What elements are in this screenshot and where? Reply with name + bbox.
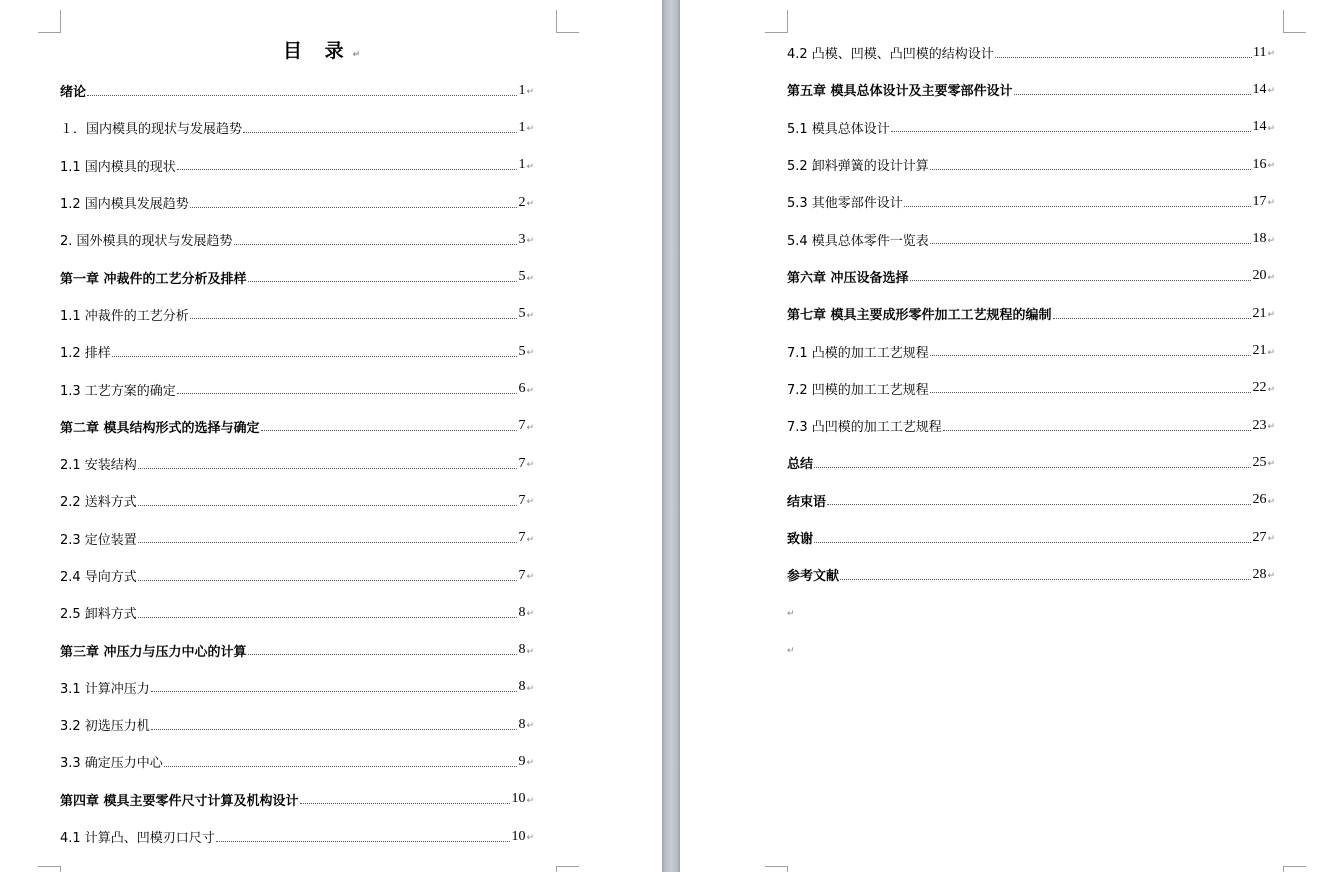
toc-entry[interactable] xyxy=(60,594,534,631)
paragraph-mark: ↵ xyxy=(526,161,534,172)
paragraph-mark: ↵ xyxy=(787,645,795,656)
toc-entry-text: 5.2 卸料弹簧的设计计算 xyxy=(787,159,929,175)
toc-entry-page-number: 25 xyxy=(1252,454,1267,470)
toc-dot-leader xyxy=(1053,317,1252,319)
toc-entry[interactable] xyxy=(60,109,534,146)
corner-mark-top-left xyxy=(765,10,788,33)
paragraph-mark: ↵ xyxy=(1267,123,1275,134)
toc-entry-text: 1.2 排样 xyxy=(60,346,111,362)
paragraph-mark: ↵ xyxy=(526,199,534,210)
toc-entry-text: 7.3 凸凹模的加工工艺规程 xyxy=(787,420,942,436)
toc-entries-right xyxy=(787,34,1275,668)
toc-entry-text: 5.4 模具总体零件一览表 xyxy=(787,233,929,249)
toc-entry[interactable] xyxy=(60,184,534,221)
toc-entry[interactable] xyxy=(787,220,1275,257)
paragraph-mark: ↵ xyxy=(526,609,534,620)
corner-mark-bottom-left xyxy=(38,866,61,872)
paragraph-mark: ↵ xyxy=(526,124,534,135)
toc-dot-leader xyxy=(87,94,517,96)
toc-entry-page-number: 27 xyxy=(1252,529,1267,545)
toc-entry[interactable] xyxy=(60,520,534,557)
toc-entry-text: 第四章 模具主要零件尺寸计算及机构设计 xyxy=(60,793,299,809)
corner-mark-top-right xyxy=(1283,10,1306,33)
toc-entry-page-number: 1 xyxy=(518,157,526,173)
paragraph-mark: ↵ xyxy=(526,87,534,98)
toc-entry[interactable] xyxy=(60,818,534,855)
toc-dot-leader xyxy=(300,802,511,804)
paragraph-mark: ↵ xyxy=(526,534,534,545)
toc-dot-leader xyxy=(904,205,1252,207)
toc-entry[interactable] xyxy=(787,593,1275,630)
corner-mark-bottom-right xyxy=(1283,866,1306,872)
paragraph-mark: ↵ xyxy=(526,683,534,694)
toc-dot-leader xyxy=(138,541,518,543)
toc-dot-leader xyxy=(138,504,518,506)
paragraph-mark: ↵ xyxy=(1267,571,1275,582)
toc-entry-page-number: 26 xyxy=(1252,492,1267,508)
toc-entry-text: 2.1 安装结构 xyxy=(60,458,137,474)
toc-entry-text: 2.4 导向方式 xyxy=(60,570,137,585)
toc-entry-page-number: 7 xyxy=(518,567,526,583)
toc-dot-leader xyxy=(151,690,518,692)
paragraph-mark: ↵ xyxy=(1267,86,1275,97)
paragraph-mark: ↵ xyxy=(526,236,534,247)
paragraph-mark: ↵ xyxy=(1267,534,1275,544)
toc-entry[interactable] xyxy=(787,258,1275,295)
paragraph-mark: ↵ xyxy=(526,273,534,284)
toc-entry-page-number: 10 xyxy=(511,791,526,807)
toc-entry-text: １．国内模具的现状与发展趋势 xyxy=(60,122,243,138)
toc-entry-page-number: 7 xyxy=(518,455,526,471)
toc-entry-page-number: 7 xyxy=(518,492,526,508)
toc-entry-text: 第七章 模具主要成形零件加工工艺规程的编制 xyxy=(787,308,1052,324)
toc-entries-left xyxy=(60,72,534,855)
toc-entry-text: 总结 xyxy=(787,457,814,473)
toc-entry[interactable] xyxy=(60,445,534,482)
paragraph-mark: ↵ xyxy=(526,460,534,471)
toc-dot-leader xyxy=(190,206,518,208)
toc-entry-text: 第三章 冲压力与压力中心的计算 xyxy=(60,644,247,660)
toc-entry[interactable] xyxy=(787,332,1275,369)
paragraph-mark: ↵ xyxy=(1267,422,1275,433)
corner-mark-bottom-right xyxy=(556,866,579,872)
paragraph-mark: ↵ xyxy=(526,348,534,359)
toc-entry-text: 1.2 国内模具发展趋势 xyxy=(60,197,189,213)
toc-entry[interactable] xyxy=(60,706,534,743)
toc-entry[interactable] xyxy=(60,333,534,370)
paragraph-mark: ↵ xyxy=(526,758,534,769)
toc-entry[interactable] xyxy=(787,407,1275,444)
paragraph-mark: ↵ xyxy=(1267,347,1275,358)
toc-dot-leader xyxy=(151,728,518,730)
toc-dot-leader xyxy=(814,466,1251,468)
toc-entry-text: 7.1 凸模的加工工艺规程 xyxy=(787,345,929,361)
toc-entry-page-number: 20 xyxy=(1252,268,1267,284)
toc-entry-page-number: 10 xyxy=(511,828,526,844)
toc-dot-leader xyxy=(177,392,518,394)
paragraph-mark: ↵ xyxy=(352,50,369,60)
toc-entry-page-number: 5 xyxy=(518,306,526,322)
toc-entry[interactable] xyxy=(60,557,534,594)
toc-entry-page-number: 11 xyxy=(1252,44,1267,60)
toc-dot-leader xyxy=(891,130,1252,132)
toc-entry-text: 7.2 凹模的加工工艺规程 xyxy=(787,382,929,398)
toc-entry-text: 第六章 冲压设备选择 xyxy=(787,270,909,286)
paragraph-mark: ↵ xyxy=(787,608,795,619)
toc-entry-text: 第二章 模具结构形式的选择与确定 xyxy=(60,420,260,436)
toc-entry-text: 5.1 模具总体设计 xyxy=(787,121,890,137)
toc-dot-leader xyxy=(216,840,511,842)
paragraph-mark: ↵ xyxy=(526,833,534,844)
paragraph-mark: ↵ xyxy=(1267,496,1275,507)
toc-dot-leader xyxy=(943,429,1252,431)
toc-entry[interactable] xyxy=(60,370,534,407)
toc-entry-page-number: 8 xyxy=(518,679,526,695)
toc-entry-page-number: 18 xyxy=(1252,231,1267,247)
toc-dot-leader xyxy=(910,279,1252,281)
toc-dot-leader xyxy=(930,354,1252,356)
toc-entry[interactable] xyxy=(60,743,534,780)
paragraph-mark: ↵ xyxy=(1267,459,1275,470)
toc-entry-page-number: 21 xyxy=(1252,305,1267,321)
toc-dot-leader xyxy=(995,56,1252,58)
toc-entry[interactable] xyxy=(787,370,1275,407)
toc-entry-page-number: 9 xyxy=(518,753,526,769)
toc-entry[interactable] xyxy=(60,258,534,295)
toc-entry[interactable] xyxy=(60,482,534,519)
toc-dot-leader xyxy=(112,355,518,357)
toc-entry-text: 3.1 计算冲压力 xyxy=(60,681,150,697)
toc-entry-text: 参考文献 xyxy=(787,569,840,585)
toc-entry[interactable] xyxy=(60,408,534,445)
toc-entry-page-number: 8 xyxy=(518,642,526,658)
toc-entry-text: 3.2 初选压力机 xyxy=(60,719,150,735)
paragraph-mark: ↵ xyxy=(1267,235,1275,246)
toc-entry-text: 2.3 定位装置 xyxy=(60,532,137,548)
toc-entry-text: 4.1 计算凸、凹模刃口尺寸 xyxy=(60,831,215,847)
paragraph-mark: ↵ xyxy=(1267,198,1275,209)
toc-entry[interactable] xyxy=(787,556,1275,593)
toc-entry-text: 3.3 确定压力中心 xyxy=(60,756,163,772)
document-page-left xyxy=(0,0,662,872)
toc-dot-leader xyxy=(1014,93,1252,95)
toc-entry[interactable] xyxy=(787,146,1275,183)
toc-entry-text: 2.2 送料方式 xyxy=(60,495,137,511)
toc-entry-text: 1.1 国内模具的现状 xyxy=(60,159,176,175)
toc-entry-page-number: 14 xyxy=(1252,81,1267,97)
toc-entry[interactable] xyxy=(787,295,1275,332)
toc-dot-leader xyxy=(177,168,518,170)
toc-entry-text: 第一章 冲裁件的工艺分析及排样 xyxy=(60,271,247,287)
toc-entry[interactable] xyxy=(787,34,1275,71)
toc-title-text: 目 录 xyxy=(283,40,352,62)
toc-entry-page-number: 28 xyxy=(1252,566,1267,582)
toc-dot-leader xyxy=(814,541,1251,543)
toc-entry[interactable] xyxy=(60,296,534,333)
toc-entry-text: 1.1 冲裁件的工艺分析 xyxy=(60,308,189,324)
corner-mark-top-left xyxy=(38,10,61,33)
toc-dot-leader xyxy=(243,131,517,133)
toc-dot-leader xyxy=(930,242,1252,244)
toc-dot-leader xyxy=(840,578,1251,580)
toc-dot-leader xyxy=(930,168,1252,170)
toc-dot-leader xyxy=(190,317,518,319)
paragraph-mark: ↵ xyxy=(526,385,534,396)
toc-entry-page-number: 3 xyxy=(518,231,526,247)
toc-entry-page-number: 7 xyxy=(518,418,526,434)
paragraph-mark: ↵ xyxy=(1267,161,1275,172)
toc-entry-page-number: 7 xyxy=(518,530,526,546)
toc-dot-leader xyxy=(248,653,518,655)
toc-dot-leader xyxy=(827,503,1251,505)
toc-dot-leader xyxy=(138,467,518,469)
toc-entry-page-number: 21 xyxy=(1252,343,1267,359)
paragraph-mark: ↵ xyxy=(1267,310,1275,321)
toc-entry[interactable] xyxy=(787,183,1275,220)
paragraph-mark: ↵ xyxy=(526,422,534,433)
page-gap xyxy=(662,0,680,872)
toc-entry-page-number: 22 xyxy=(1252,380,1267,396)
toc-entry-page-number: 8 xyxy=(518,604,526,620)
toc-entry[interactable] xyxy=(787,482,1275,519)
toc-entry-page-number: 5 xyxy=(518,343,526,359)
corner-mark-top-right xyxy=(556,10,579,33)
toc-entry[interactable] xyxy=(787,109,1275,146)
toc-entry[interactable] xyxy=(60,147,534,184)
toc-entry-page-number: 16 xyxy=(1252,156,1267,172)
toc-dot-leader xyxy=(138,579,518,581)
toc-entry-text: 4.2 凸模、凹模、凸凹模的结构设计 xyxy=(787,47,994,63)
toc-entry-text: 2.5 卸料方式 xyxy=(60,607,137,623)
toc-entry[interactable] xyxy=(60,631,534,668)
paragraph-mark: ↵ xyxy=(526,646,534,657)
toc-entry-text: 绪论 xyxy=(60,85,87,101)
toc-entry-page-number: 23 xyxy=(1252,417,1267,433)
paragraph-mark: ↵ xyxy=(1267,272,1275,283)
toc-dot-leader xyxy=(248,280,518,282)
toc-entry-page-number: 5 xyxy=(518,269,526,285)
toc-entry-text: 2. 国外模具的现状与发展趋势 xyxy=(60,234,233,250)
paragraph-mark: ↵ xyxy=(1267,384,1275,395)
toc-entry[interactable] xyxy=(60,781,534,818)
toc-entry-page-number: 6 xyxy=(518,381,526,397)
toc-entry-page-number: 14 xyxy=(1252,119,1267,135)
document-page-right xyxy=(680,0,1328,872)
toc-dot-leader xyxy=(261,429,518,431)
toc-entry-page-number: 17 xyxy=(1252,193,1267,209)
toc-dot-leader xyxy=(930,391,1252,393)
toc-entry-page-number: 8 xyxy=(518,716,526,732)
toc-entry[interactable] xyxy=(60,221,534,258)
toc-entry[interactable] xyxy=(787,519,1275,556)
toc-entry-text: 结束语 xyxy=(787,494,827,510)
paragraph-mark: ↵ xyxy=(526,310,534,321)
toc-entry-text: 致谢 xyxy=(787,532,814,547)
toc-dot-leader xyxy=(138,616,518,618)
toc-entry-text: 5.3 其他零部件设计 xyxy=(787,196,903,212)
toc-dot-leader xyxy=(234,243,518,245)
corner-mark-bottom-left xyxy=(765,866,788,872)
paragraph-mark: ↵ xyxy=(1267,49,1275,60)
toc-entry-page-number: 1 xyxy=(518,82,526,98)
toc-entry[interactable] xyxy=(60,669,534,706)
paragraph-mark: ↵ xyxy=(526,795,534,806)
paragraph-mark: ↵ xyxy=(526,497,534,508)
toc-entry-page-number: 2 xyxy=(518,194,526,210)
toc-entry-text: 第五章 模具总体设计及主要零部件设计 xyxy=(787,84,1013,100)
toc-entry-text: 1.3 工艺方案的确定 xyxy=(60,383,176,399)
toc-title xyxy=(283,38,368,68)
toc-entry[interactable] xyxy=(787,631,1275,668)
toc-entry[interactable] xyxy=(60,72,534,109)
toc-entry-page-number: 1 xyxy=(518,119,526,135)
toc-dot-leader xyxy=(164,765,518,767)
paragraph-mark: ↵ xyxy=(526,721,534,732)
toc-entry[interactable] xyxy=(787,71,1275,108)
paragraph-mark: ↵ xyxy=(526,572,534,582)
toc-entry[interactable] xyxy=(787,444,1275,481)
